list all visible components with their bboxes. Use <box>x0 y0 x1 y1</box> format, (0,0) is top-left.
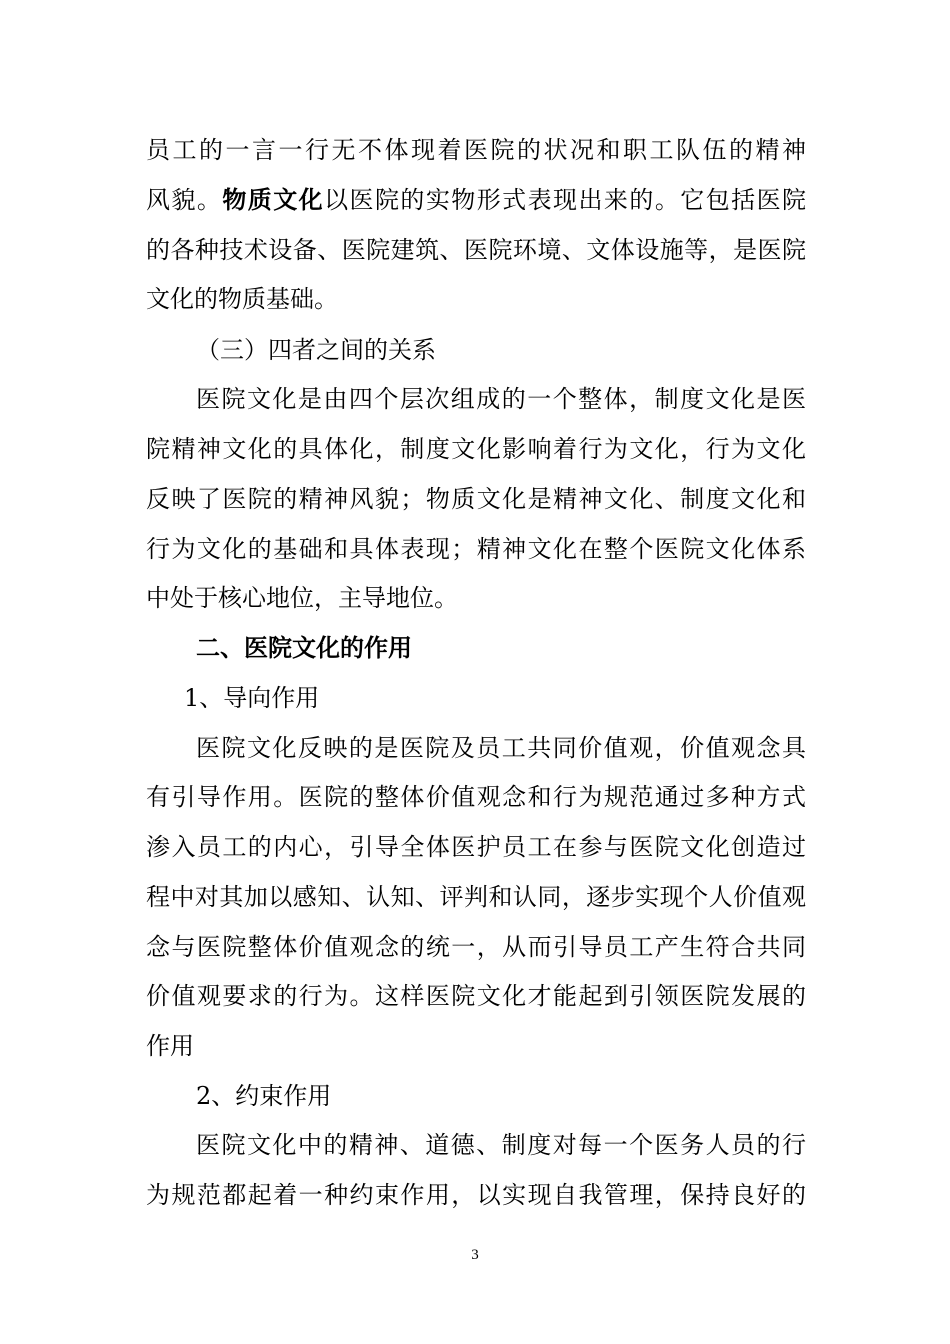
section-heading: （三）四者之间的关系 <box>196 336 436 364</box>
paragraph-line: 医院文化反映的是医院及员工共同价值观，价值观念具 <box>196 734 806 762</box>
paragraph-line: 中处于核心地位，主导地位。 <box>146 584 458 612</box>
paragraph-line: 员工的一言一行无不体现着医院的状况和职工队伍的精神 <box>146 136 806 164</box>
page-number: 3 <box>471 1247 479 1263</box>
paragraph-line: 文化的物质基础。 <box>146 285 338 313</box>
paragraph-line: 院精神文化的具体化，制度文化影响着行为文化，行为文化 <box>146 435 806 463</box>
paragraph-line: 行为文化的基础和具体表现；精神文化在整个医院文化体系 <box>146 535 806 563</box>
paragraph-line: 的各种技术设备、医院建筑、医院环境、文体设施等，是医院 <box>146 236 806 264</box>
paragraph-line: 有引导作用。医院的整体价值观念和行为规范通过多种方式 <box>146 783 806 811</box>
chapter-heading: 二、医院文化的作用 <box>196 634 412 662</box>
text-span: 以医院的实物形式表现出来的。它包括医院 <box>324 186 807 214</box>
paragraph-line: 反映了医院的精神风貌；物质文化是精神文化、制度文化和 <box>146 485 806 513</box>
paragraph-line: 程中对其加以感知、认知、评判和认同，逐步实现个人价值观 <box>146 883 806 911</box>
paragraph-line: 医院文化中的精神、道德、制度对每一个医务人员的行 <box>196 1131 806 1159</box>
paragraph-line: 价值观要求的行为。这样医院文化才能起到引领医院发展的 <box>146 982 806 1010</box>
paragraph-line: 念与医院整体价值观念的统一，从而引导员工产生符合共同 <box>146 933 806 961</box>
paragraph-line: 为规范都起着一种约束作用，以实现自我管理，保持良好的 <box>146 1181 806 1209</box>
paragraph-line: 医院文化是由四个层次组成的一个整体，制度文化是医 <box>196 385 806 413</box>
paragraph-line: 渗入员工的内心，引导全体医护员工在参与医院文化创造过 <box>146 833 806 861</box>
paragraph-line <box>146 185 806 215</box>
subsection-heading: 1、导向作用 <box>184 684 320 712</box>
bold-term: 物质文化 <box>222 186 325 214</box>
text-span: 风貌。 <box>146 186 223 214</box>
subsection-heading: 2、约束作用 <box>196 1082 332 1110</box>
paragraph-line: 作用 <box>146 1032 194 1060</box>
